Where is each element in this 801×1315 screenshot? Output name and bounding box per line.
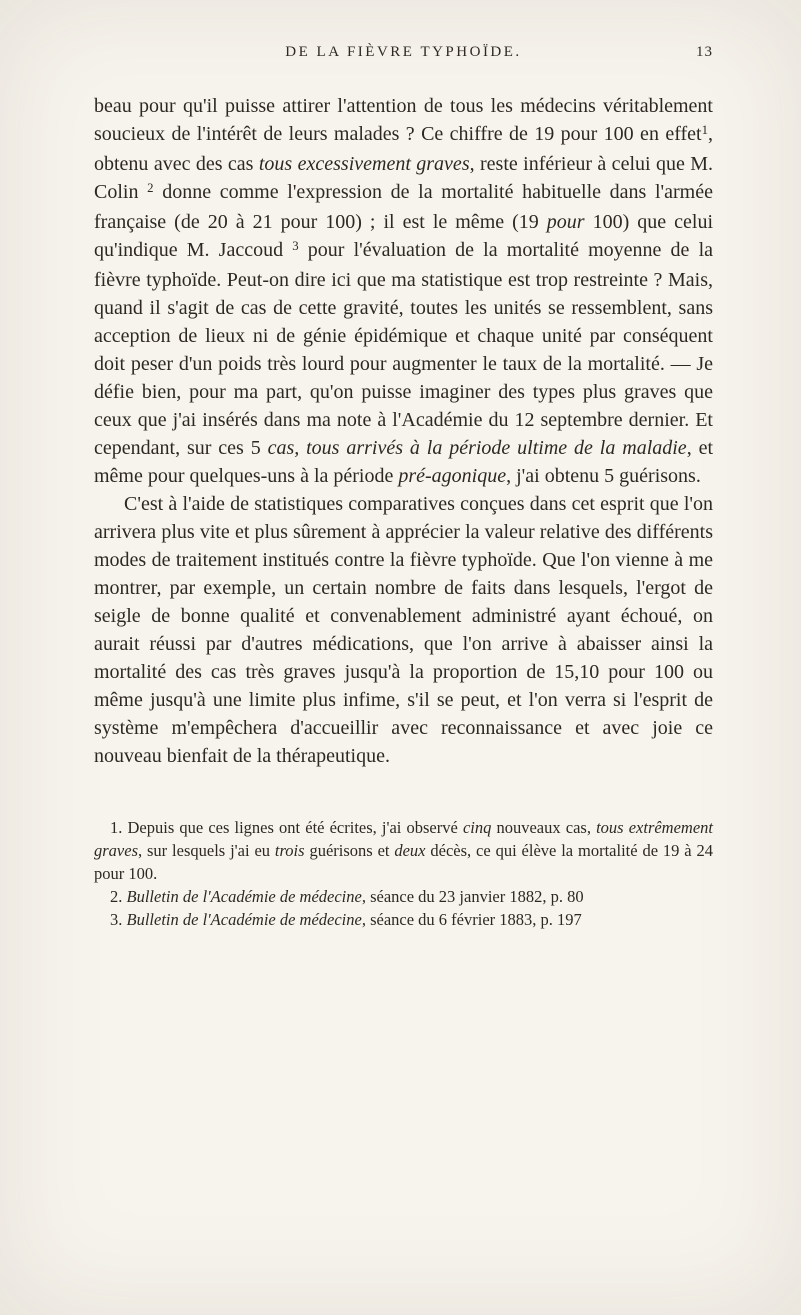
text-segment: 100) que celui qu'indique M. Jaccoud bbox=[94, 211, 714, 261]
text-segment: 3. bbox=[110, 910, 127, 929]
text-segment: Bulletin de l'Académie de médecine bbox=[126, 887, 362, 906]
text-segment: , séance du 23 janvier 1882, p. 80 bbox=[361, 887, 584, 906]
body-text bbox=[94, 92, 713, 770]
text-segment: , j'ai obtenu 5 guérisons. bbox=[506, 465, 701, 487]
text-segment: pour l'évaluation de la mortalité moyenne de la fièvre typhoïde. Peut-on dire ici que ma statistique est trop restreinte ? Mais, quand il s'agit de cas de cette gravité, toutes les unités se ressemblent, sans acception de lieux ni de génie épidémique et chaque unité par conséquent doit peser d'un poids très lourd pour augmenter le taux de la mortalité. — Je défie bien, pour ma part, qu'on puisse imaginer des types plus graves que ceux que j'ai insérés dans ma note à l'Académie du 12 septembre dernier. Et cependant, sur ces 5 bbox=[94, 239, 713, 459]
text-segment: , reste inférieur à celui que M. Colin bbox=[94, 153, 714, 203]
text-segment: pour bbox=[546, 211, 585, 233]
text-segment: 2. bbox=[110, 887, 127, 906]
footnote-reference: 1 bbox=[701, 122, 708, 137]
page-header bbox=[94, 44, 713, 68]
text-segment: beau pour qu'il puisse attirer l'attention de tous les médecins véritablement soucieux de l'intérêt de leurs malades ? Ce chiffre de 19 pour 100 en effet bbox=[94, 95, 713, 145]
text-segment: trois bbox=[274, 841, 305, 860]
text-segment: deux bbox=[394, 841, 426, 860]
text-segment: décès, ce qui élève la mortalité de 19 à 24 pour 100. bbox=[94, 841, 713, 883]
text-segment: nouveaux cas, bbox=[491, 818, 597, 837]
text-segment: guérisons et bbox=[304, 841, 395, 860]
text-segment: , et même pour quelques-uns à la période bbox=[94, 437, 714, 487]
text-segment: pré-agonique bbox=[398, 465, 507, 487]
running-title: DE LA FIÈVRE TYPHOÏDE. bbox=[285, 44, 522, 60]
text-segment: , sur lesquels j'ai eu bbox=[138, 841, 275, 860]
paragraph bbox=[94, 92, 713, 490]
footnote-reference: 3 bbox=[292, 238, 299, 253]
footnotes bbox=[94, 816, 713, 931]
text-segment: tous extrêmement graves bbox=[94, 818, 713, 860]
text-segment: , séance du 6 février 1883, p. 197 bbox=[361, 910, 582, 929]
paragraph bbox=[94, 490, 713, 770]
footnote bbox=[94, 816, 713, 885]
text-segment: donne comme l'expression de la mortalité habituelle dans l'armée française (de 20 à 21 pour 100) ; il est le même (19 bbox=[94, 181, 713, 233]
footnote bbox=[94, 908, 713, 931]
text-segment: Bulletin de l'Académie de médecine bbox=[126, 910, 362, 929]
text-segment: C'est à l'aide de statistiques comparatives conçues dans cet esprit que l'on arrivera plus vite et plus sûrement à apprécier la valeur relative des différents modes de traitement institués contre la fièvre typhoïde. Que l'on vienne à me montrer, par exemple, un certain nombre de faits dans lesquels, l'ergot de seigle de bonne qualité et convenablement administré ayant échoué, on aurait réussi par d'autres médications, que l'on arrive à abaisser ainsi la mortalité des cas très graves jusqu'à la proportion de 15,10 pour 100 ou même jusqu'à une limite plus infime, s'il se peut, et l'on verra si l'esprit de système m'empêchera d'accueillir avec reconnaissance et avec joie ce nouveau bienfait de la thérapeutique. bbox=[94, 493, 713, 767]
text-segment: cinq bbox=[462, 818, 492, 837]
text-segment: tous excessivement graves bbox=[258, 153, 470, 175]
page-number: 13 bbox=[696, 44, 713, 60]
text-segment: , obtenu avec des cas bbox=[94, 123, 713, 175]
footnote bbox=[94, 885, 713, 908]
footnote-reference: 2 bbox=[147, 180, 154, 195]
text-segment: cas, tous arrivés à la période ultime de la maladie bbox=[267, 437, 687, 459]
text-segment: 1. Depuis que ces lignes ont été écrites, j'ai observé bbox=[110, 818, 463, 837]
